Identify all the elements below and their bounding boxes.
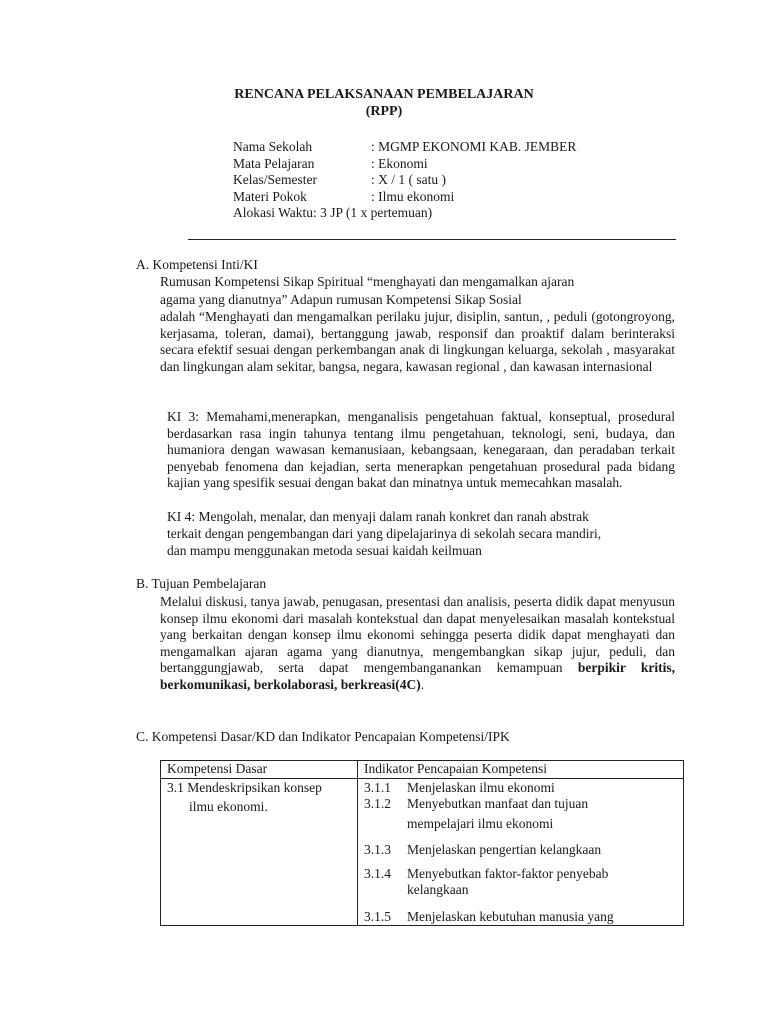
section-b-text: Melalui diskusi, tanya jawab, penugasan, presentasi dan analisis, peserta didik dapat menyusun konsep ilmu ekonomi dari masalah kontekstual dan dapat menyelesaikan masalah kontekstual yang berkaitan dengan konsep ilmu ekonomi sehingga peserta didik dapat menghayati dan mengamalkan ajaran agama yang dianutnya, mengembangkan sikap jujur, peduli, dan bertanggungjawab, serta dapat mengembanganankan kemampuan: [160, 594, 675, 675]
info-sekolah-value: : MGMP EKONOMI KAB. JEMBER: [371, 139, 577, 154]
ki3-text: KI 3: Memahami,menerapkan, menganalisis pengetahuan faktual, konseptual, prosedural berdasarkan rasa ingin tahunya tentang ilmu pengetahuan, teknologi, seni, budaya, dan humaniora dengan wawasan kemanusiaan, kebangsaan, kenegaraan, dan peradaban terkait penyebab fenomena dan kejadian, serta menerapkan pengetahuan prosedural pada bidang kajian yang spesifik sesuai dengan bakat dan minatnya untuk memecahkan masalah.: [167, 409, 675, 490]
info-kelas-label: Kelas/Semester: [233, 172, 317, 187]
ipk-item: [364, 780, 677, 797]
ipk-item: [364, 866, 677, 883]
ipk-text: kelangkaan: [407, 882, 469, 897]
ipk-item: [364, 796, 677, 813]
ipk-text: Menyebutkan manfaat dan tujuan: [407, 796, 589, 811]
ki4-line3: dan mampu menggunakan metoda sesuai kaidah keilmuan: [167, 543, 482, 558]
ki4-line2: terkait dengan pengembangan dari yang dipelajarinya di sekolah secara mandiri,: [167, 526, 602, 541]
ipk-num: 3.1.2: [364, 796, 391, 811]
ipk-num: [364, 816, 407, 833]
ipk-item: [364, 816, 677, 833]
ipk-item: [364, 882, 677, 899]
ipk-text: mempelajari ilmu ekonomi: [407, 815, 554, 831]
ipk-cell: [358, 778, 684, 926]
info-kelas-value: : X / 1 ( satu ): [371, 172, 446, 187]
section-a-heading: A. Kompetensi Inti/KI: [136, 257, 258, 272]
header-divider: [188, 239, 676, 240]
ipk-num: 3.1.3: [364, 842, 391, 857]
ipk-num: 3.1.1: [364, 779, 391, 795]
document-title: RENCANA PELAKSANAAN PEMBELAJARAN: [234, 87, 534, 102]
table-header-kd: Kompetensi Dasar: [161, 761, 358, 779]
section-b-heading: B. Tujuan Pembelajaran: [136, 576, 267, 591]
table-row: [161, 778, 684, 926]
ipk-item: [364, 842, 677, 859]
table-header-ipk: Indikator Pencapaian Kompetensi: [358, 761, 684, 779]
ipk-text: Menjelaskan pengertian kelangkaan: [407, 842, 602, 857]
kd-number: 3.1 Mendeskripsikan konsep: [167, 779, 322, 795]
info-materi-value: : Ilmu ekonomi: [371, 189, 455, 204]
section-b-bold1: berpikir kritis, berkomunikasi,: [160, 660, 675, 692]
section-b-body: [160, 594, 675, 693]
ki4-line1: KI 4: Mengolah, menalar, dan menyaji dalam ranah konkret dan ranah abstrak: [167, 509, 589, 524]
section-a-line1: Rumusan Kompetensi Sikap Spiritual “menghayati dan mengamalkan ajaran: [160, 274, 575, 289]
ipk-num: 3.1.4: [364, 865, 391, 881]
section-b-end: .: [420, 676, 425, 692]
ipk-text: Menyebutkan faktor-faktor penyebab: [407, 865, 609, 881]
info-mapel-value: : Ekonomi: [371, 156, 428, 171]
kd-cell: [161, 778, 358, 926]
info-materi-label: Materi Pokok: [233, 189, 307, 204]
info-alokasi: Alokasi Waktu: 3 JP (1 x pertemuan): [233, 205, 433, 220]
ipk-text: Menjelaskan ilmu ekonomi: [407, 779, 555, 795]
info-sekolah-label: Nama Sekolah: [233, 139, 313, 154]
document-subtitle: (RPP): [365, 104, 403, 119]
kd-ipk-table: [160, 760, 684, 926]
section-a-body: adalah “Menghayati dan mengamalkan perilaku jujur, disiplin, santun, , peduli (gotongroyong, kerjasama, toleran, damai), bertanggung jawab, responsif dan proaktif dalam berinteraksi secara efektif sesuai dengan perkembangan anak di lingkungan keluarga, sekolah , masyarakat dan lingkungan alam sekitar, bangsa, negara, kawasan regional , dan kawasan internasional: [160, 309, 675, 374]
table-header-row: [161, 761, 684, 779]
section-b-bold2: berkolaborasi, berkreasi(4C): [253, 676, 421, 692]
ipk-text: Menjelaskan kebutuhan manusia yang: [407, 908, 614, 924]
kd-text: ilmu ekonomi.: [189, 799, 268, 814]
section-c-heading: C. Kompetensi Dasar/KD dan Indikator Pencapaian Kompetensi/IPK: [136, 729, 510, 744]
ipk-item: [364, 909, 677, 926]
ipk-num: 3.1.5: [364, 908, 391, 924]
ipk-num: [364, 882, 407, 899]
info-mapel-label: Mata Pelajaran: [233, 156, 315, 171]
section-a-line2: agama yang dianutnya” Adapun rumusan Kompetensi Sikap Sosial: [160, 292, 522, 307]
